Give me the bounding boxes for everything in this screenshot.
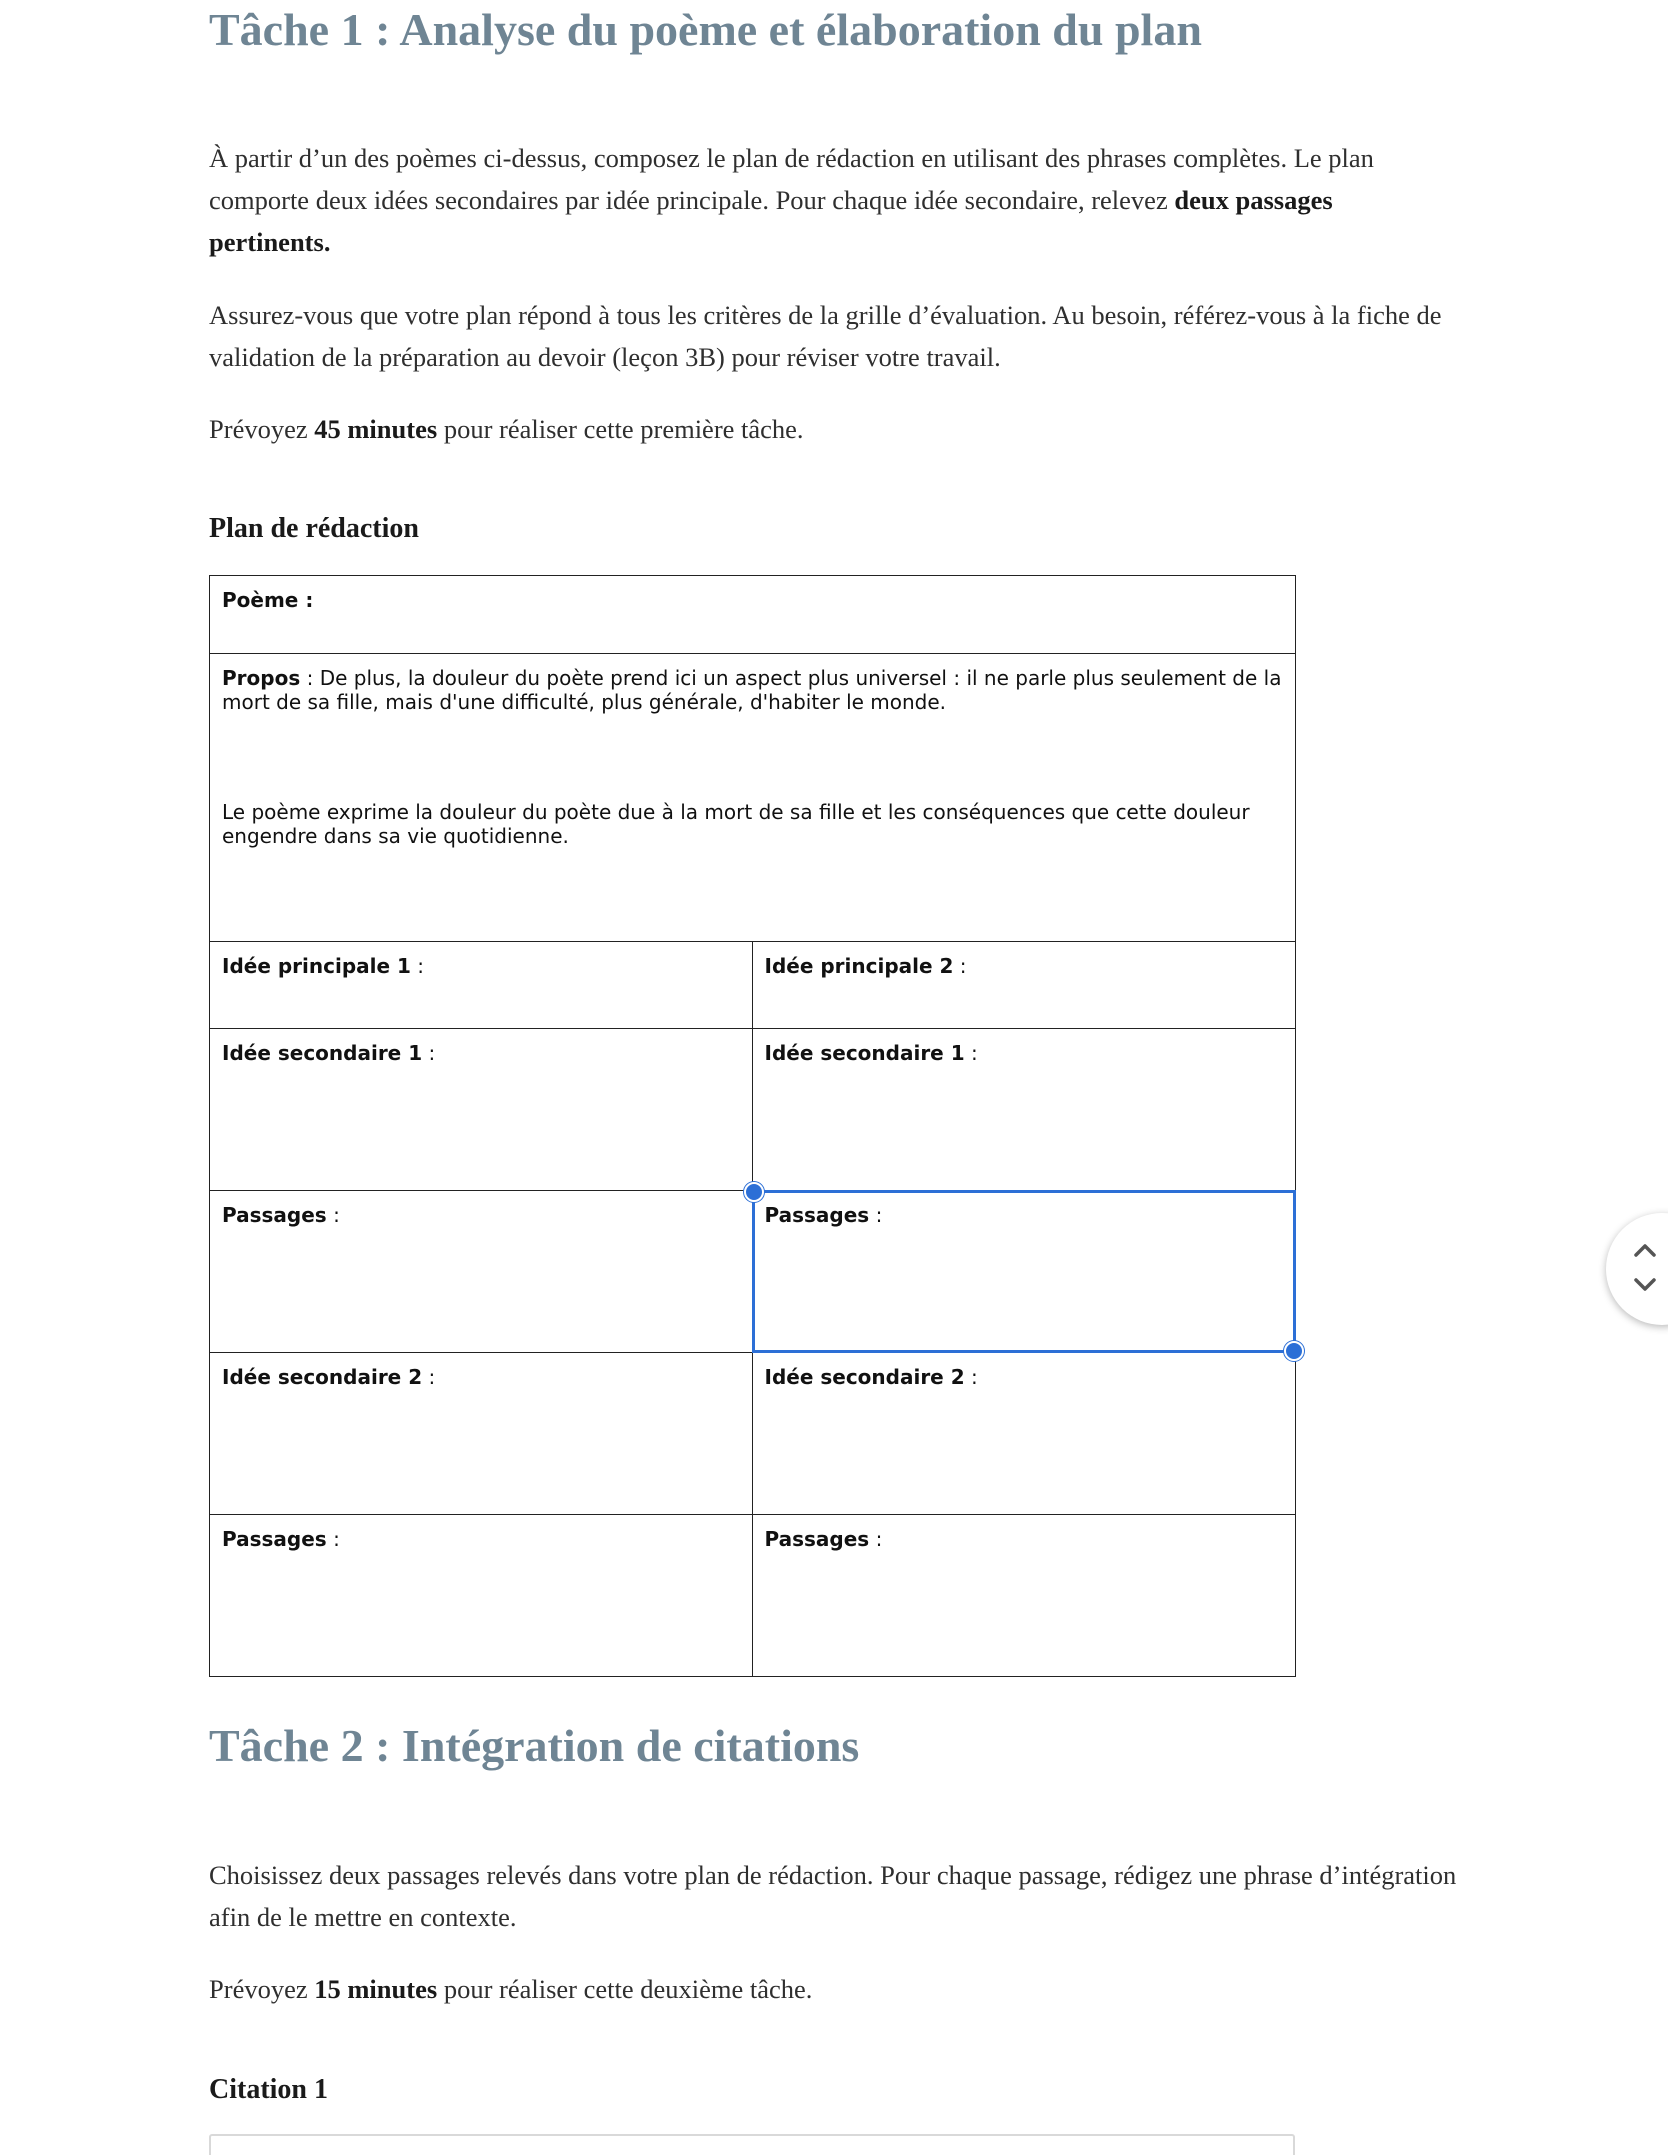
idee-principale-2-label: Idée principale 2 [764,954,954,978]
task2-duration-bold: 15 minutes [314,1974,438,2004]
colon: : [422,1365,436,1389]
idee-secondaire-2-label: Idée secondaire 2 [764,1365,965,1389]
task1-instructions [209,137,1459,263]
plan-heading: Plan de rédaction [209,513,419,544]
task2-duration-before: Prévoyez [209,1974,315,2004]
passages-1-left-cell[interactable] [210,1191,753,1352]
colon: : [422,1041,436,1065]
colon: : [953,954,967,978]
idee-secondaire-1-right-cell[interactable] [753,1029,1296,1190]
task1-title: Tâche 1 : Analyse du poème et élaboration du plan [209,4,1202,55]
poeme-cell[interactable] [210,576,1295,653]
task1-criteria: Assurez-vous que votre plan répond à tous les critères de la grille d’évaluation. Au besoin, référez-vous à la fiche de validation de la préparation au devoir (leçon 3B) pour réviser votre travail. [209,300,1442,372]
table-row [210,1191,1295,1353]
idee-secondaire-1-label: Idée secondaire 1 [222,1041,423,1065]
task2-duration-after: pour réaliser cette deuxième tâche. [437,1974,813,2004]
idee-principale-1-label: Idée principale 1 [222,954,411,978]
colon: : [869,1527,883,1551]
colon: : [410,954,425,978]
task2-title: Tâche 2 : Intégration de citations [209,1720,860,1771]
table-row [210,942,1295,1029]
citation-1-input[interactable] [209,2134,1295,2155]
task1-instructions-bold: deux passages pertinents. [209,185,1333,257]
propos-label: Propos [222,666,301,690]
selection-handle-top-left[interactable] [744,1182,764,1202]
task1-duration [209,408,1459,450]
propos-text: : De plus, la douleur du poète prend ici un aspect plus universel : il ne parle plus seulement de la mort de sa fille, mais d'une difficulté, plus générale, d'habiter le monde. [222,666,1282,714]
colon: : [326,1203,340,1227]
passages-2-right-cell[interactable] [753,1515,1296,1676]
colon: : [964,1365,978,1389]
poeme-label: Poème [222,588,299,612]
task1-duration-bold: 45 minutes [314,414,438,444]
idee-principale-2-cell[interactable] [753,942,1296,1028]
chevron-down-icon[interactable] [1631,1270,1659,1298]
propos-cell[interactable] [210,654,1295,941]
table-row [210,576,1295,654]
colon: : [964,1041,978,1065]
plan-table [209,575,1296,1677]
idee-secondaire-2-left-cell[interactable] [210,1353,753,1514]
page-navigation-control [1606,1213,1668,1325]
propos-gap [222,714,1283,800]
passages-2-left-cell[interactable] [210,1515,753,1676]
colon: : [869,1203,883,1227]
poeme-colon: : [298,588,314,612]
idee-secondaire-1-label: Idée secondaire 1 [764,1041,965,1065]
passages-label: Passages [222,1527,327,1551]
task1-duration-before: Prévoyez [209,414,315,444]
colon: : [326,1527,340,1551]
citation-heading: Citation 1 [209,2074,328,2105]
table-row [210,1029,1295,1191]
idee-principale-1-cell[interactable] [210,942,753,1028]
passages-label: Passages [764,1527,870,1551]
table-row [210,1353,1295,1515]
task2-instructions: Choisissez deux passages relevés dans votre plan de rédaction. Pour chaque passage, rédigez une phrase d’intégration afin de le mettre en contexte. [209,1860,1457,1932]
passages-label: Passages [764,1203,870,1227]
task2-duration [209,1968,1459,2010]
table-row [210,654,1295,942]
propos-line [222,666,1283,714]
passages-label: Passages [222,1203,327,1227]
chevron-up-icon[interactable] [1631,1237,1659,1265]
task1-instructions-text: À partir d’un des poèmes ci-dessus, composez le plan de rédaction en utilisant des phrases complètes. Le plan comporte deux idées secondaires par idée principale. Pour chaque idée secondaire, relevez [209,143,1374,215]
propos-text-2: Le poème exprime la douleur du poète due à la mort de sa fille et les conséquences que cette douleur engendre dans sa vie quotidienne. [222,800,1250,848]
task1-duration-after: pour réaliser cette première tâche. [437,414,804,444]
table-row [210,1515,1295,1676]
idee-secondaire-1-left-cell[interactable] [210,1029,753,1190]
passages-1-right-cell-selected[interactable] [753,1191,1296,1352]
idee-secondaire-2-right-cell[interactable] [753,1353,1296,1514]
idee-secondaire-2-label: Idée secondaire 2 [222,1365,423,1389]
